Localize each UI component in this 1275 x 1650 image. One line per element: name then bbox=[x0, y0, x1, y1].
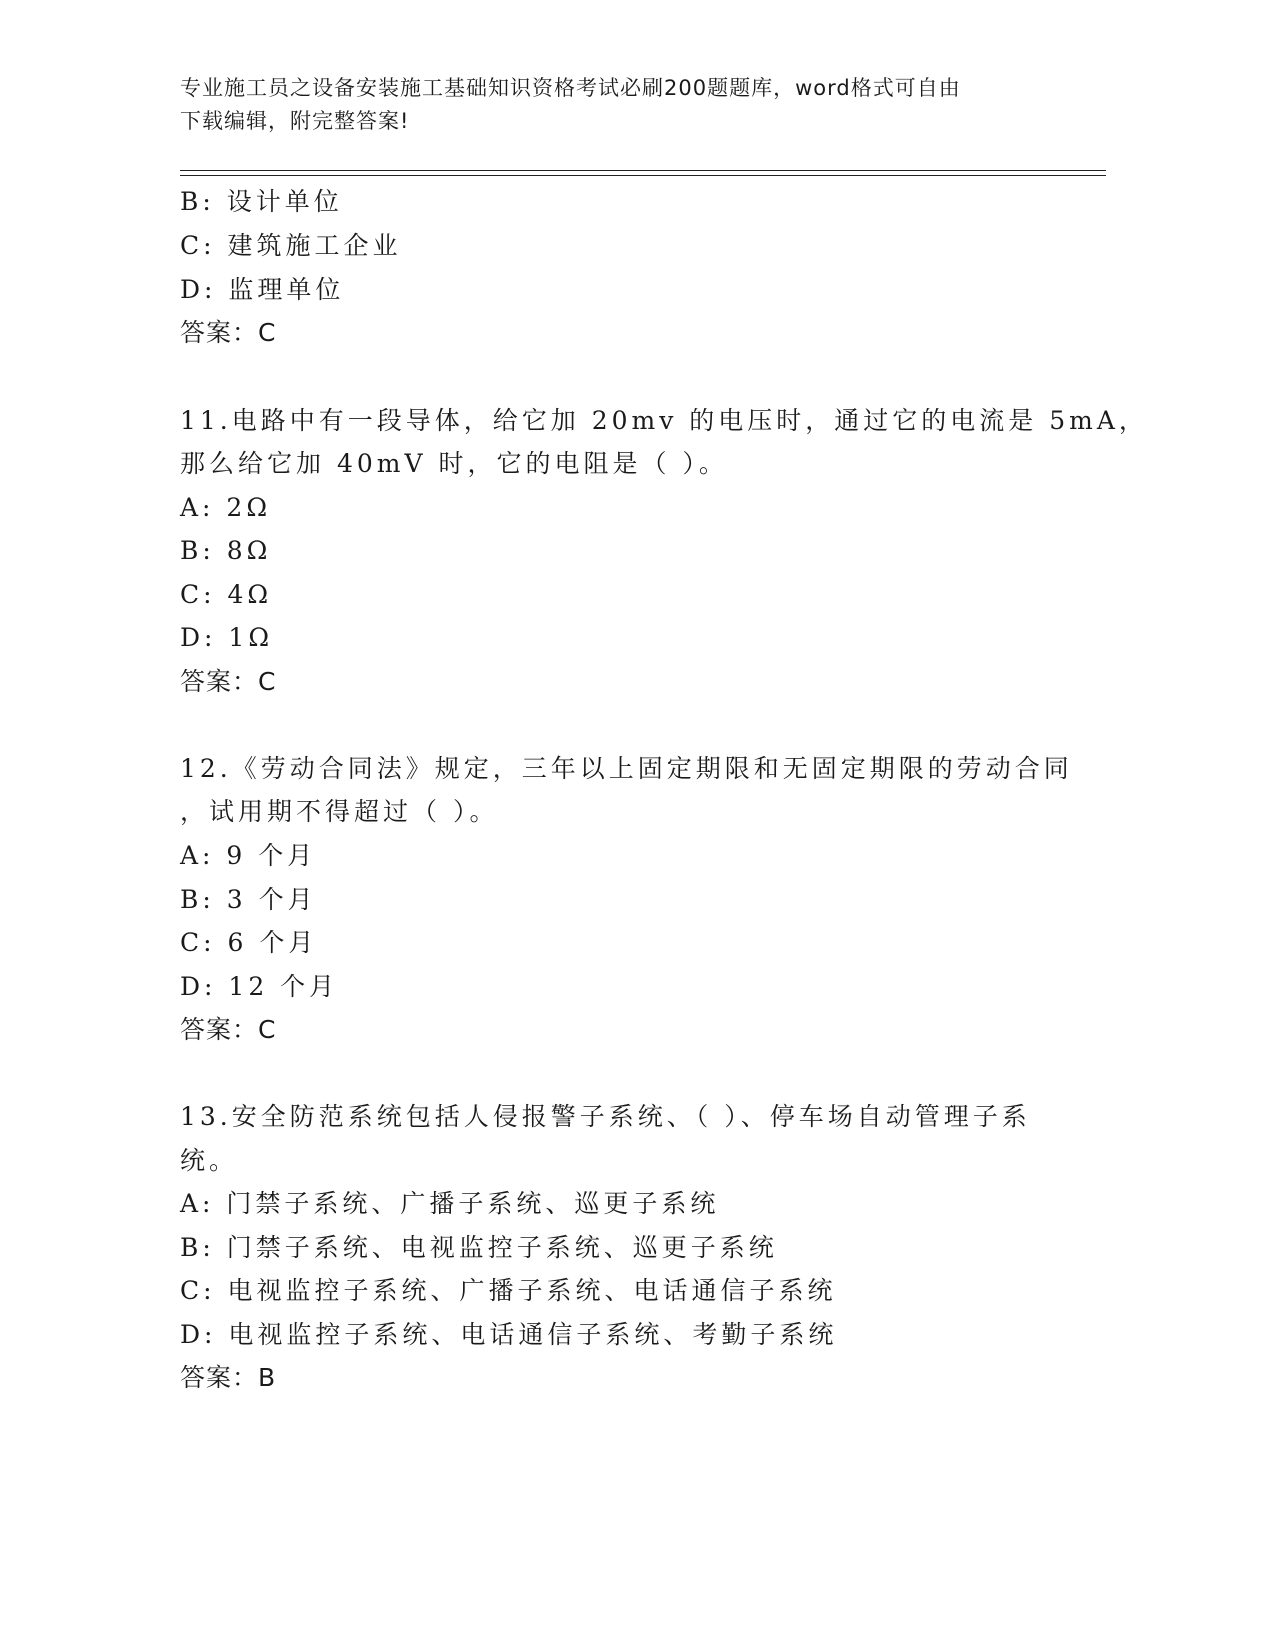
question-13-stem-line1: 13.安全防范系统包括人侵报警子系统、（ ）、停车场自动管理子系 bbox=[180, 1102, 1031, 1131]
header-title-line1: 专业施工员之设备安装施工基础知识资格考试必刷200题题库，word格式可自由 bbox=[180, 76, 961, 100]
option-d: D: 监理单位 bbox=[180, 275, 345, 304]
option-b: B: 3 个月 bbox=[180, 885, 317, 914]
option-c: C: 电视监控子系统、广播子系统、电话通信子系统 bbox=[180, 1276, 837, 1305]
option-c: C: 4Ω bbox=[180, 580, 273, 609]
option-d: D: 1Ω bbox=[180, 623, 274, 652]
option-b: B: 门禁子系统、电视监控子系统、巡更子系统 bbox=[180, 1233, 778, 1262]
question-13-stem-line2: 统。 bbox=[180, 1146, 239, 1175]
option-a: A: 2Ω bbox=[180, 493, 272, 522]
header-title-line2: 下载编辑，附完整答案! bbox=[180, 109, 410, 133]
question-12-stem-line1: 12.《劳动合同法》规定，三年以上固定期限和无固定期限的劳动合同 bbox=[180, 754, 1073, 783]
answer: 答案：C bbox=[180, 318, 277, 347]
answer: 答案：B bbox=[180, 1363, 277, 1392]
option-a: A: 9 个月 bbox=[180, 841, 317, 870]
question-11-stem-line1: 11.电路中有一段导体，给它加 20mv 的电压时，通过它的电流是 5mA， bbox=[180, 406, 1148, 435]
header-divider-bottom bbox=[180, 175, 1106, 176]
option-b: B: 8Ω bbox=[180, 536, 272, 565]
option-c: C: 建筑施工企业 bbox=[180, 231, 402, 260]
option-b: B: 设计单位 bbox=[180, 187, 343, 216]
option-d: D: 电视监控子系统、电话通信子系统、考勤子系统 bbox=[180, 1320, 838, 1349]
question-11-stem-line2: 那么给它加 40mV 时，它的电阻是（ ）。 bbox=[180, 449, 728, 478]
question-12-stem-line2: ，试用期不得超过（ ）。 bbox=[180, 797, 499, 826]
header-divider-top bbox=[180, 170, 1106, 171]
option-d: D: 12 个月 bbox=[180, 972, 339, 1001]
option-a: A: 门禁子系统、广播子系统、巡更子系统 bbox=[180, 1189, 720, 1218]
answer: 答案：C bbox=[180, 667, 277, 696]
document-header bbox=[180, 72, 1040, 138]
option-c: C: 6 个月 bbox=[180, 928, 318, 957]
answer: 答案：C bbox=[180, 1015, 277, 1044]
